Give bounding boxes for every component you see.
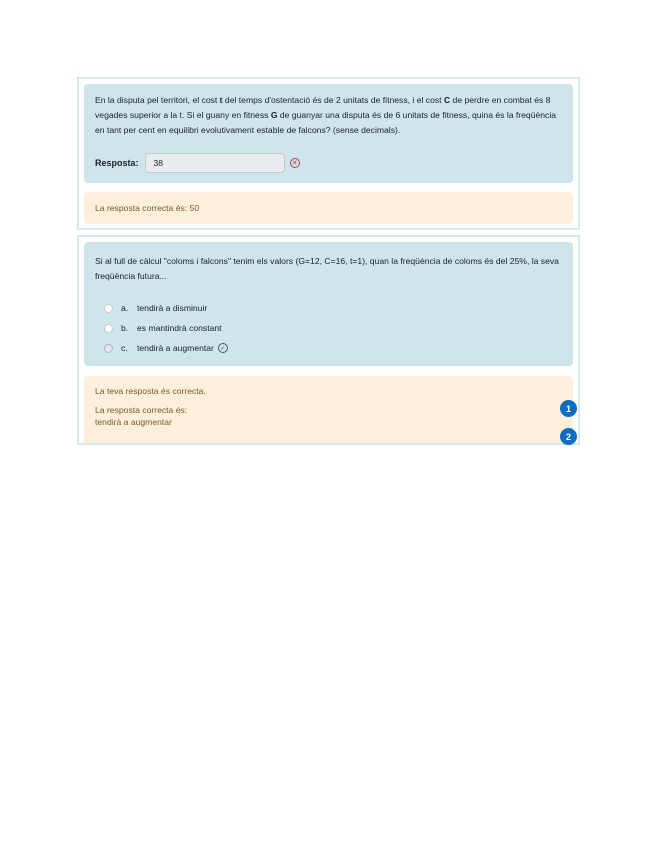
option-c[interactable] (104, 338, 228, 358)
incorrect-icon: ✕ (290, 158, 300, 168)
nav-button-2[interactable]: 2 (560, 428, 577, 445)
option-text: es mantindrà constant (137, 323, 222, 333)
option-b[interactable] (104, 318, 228, 338)
correct-answer-value: tendirà a augmentar (95, 417, 172, 427)
question-card-2 (77, 235, 580, 445)
option-a[interactable] (104, 298, 228, 318)
answer-input[interactable] (145, 153, 285, 173)
question-text-part: del temps d'ostentació és de 2 unitats de fitness, i el cost (222, 95, 444, 105)
correct-answer-feedback: La resposta correcta és: 50 (95, 203, 200, 213)
option-letter: c. (121, 343, 128, 353)
answer-label: Resposta: (95, 158, 139, 168)
radio-button[interactable] (104, 324, 113, 333)
correct-check-icon: ✓ (218, 343, 228, 353)
question-box (84, 84, 573, 183)
option-letter: b. (121, 323, 129, 333)
answer-row (95, 152, 300, 174)
question-text (95, 93, 563, 137)
option-letter: a. (121, 303, 129, 313)
question-text: Si al full de càlcul "coloms i falcons" tenim els valors (G=12, C=16, t=1), quan la freqüència de coloms és del 25%, la seva freqüència futura... (95, 256, 559, 281)
nav-button-1[interactable]: 1 (560, 400, 577, 417)
question-box (84, 242, 573, 366)
feedback-box (84, 192, 573, 224)
option-text: tendirà a augmentar (137, 343, 214, 353)
question-text-part: de guanyar una disputa és de 6 unitats de fitness, quina és la freqüència en tant per cent en equilibri evolutivament estable de falcons? (sense decimals). (95, 109, 557, 135)
option-text: tendirà a disminuir (137, 303, 208, 313)
variable-c: C (443, 95, 451, 105)
feedback-main: La teva resposta és correcta. (95, 386, 206, 396)
variable-t: t (219, 95, 223, 105)
question-text-part: En la disputa pel territori, el cost (95, 95, 220, 105)
question-card-1 (77, 77, 580, 230)
feedback-text (95, 382, 206, 428)
answer-options (104, 298, 228, 358)
radio-button[interactable] (104, 304, 113, 313)
correct-answer-label: La resposta correcta és: (95, 405, 188, 415)
question-text-part: de perdre en combat és 8 vegades superior a la t. Si el guany en fitness (95, 95, 551, 120)
variable-g: G (270, 109, 278, 120)
feedback-box (84, 376, 573, 443)
radio-button-selected[interactable] (104, 344, 113, 353)
